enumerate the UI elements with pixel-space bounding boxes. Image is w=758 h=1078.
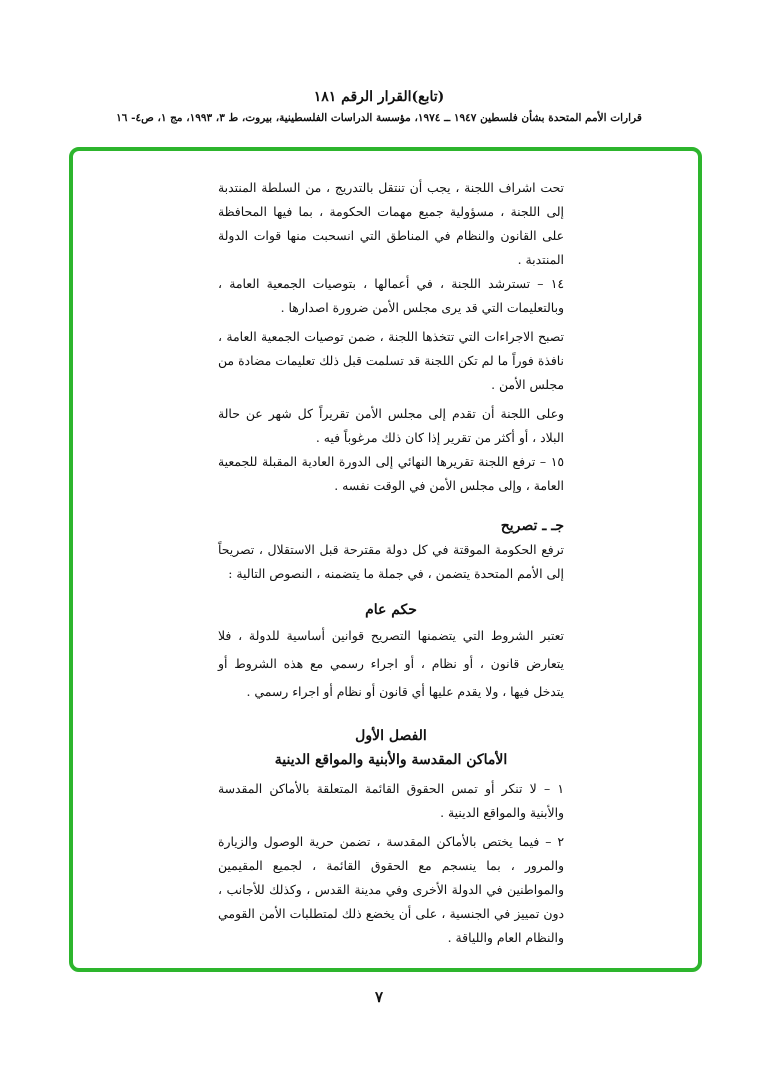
section-heading-declaration: جـ ـ تصريح <box>500 518 564 534</box>
paragraph: ترفع الحكومة الموقتة في كل دولة مقترحة قبل الاستقلال ، تصريحاً إلى الأمم المتحدة يتضمن ، في جملة ما يتضمنه ، النصوص التالية : <box>218 542 564 581</box>
paragraph: تحت اشراف اللجنة ، يجب أن تنتقل بالتدريج ، من السلطة المنتدبة إلى اللجنة ، مسؤولية جميع مهمات الحكومة ، بما فيها المحافظة على القانون والنظام في المناطق التي انسحبت منها قوات الدولة المنتدبة . <box>218 180 564 267</box>
paragraph: ١٥ – ترفع اللجنة تقريرها النهائي إلى الدورة العادية المقبلة للجمعية العامة ، وإلى مجلس الأمن في الوقت نفسه . <box>218 454 564 493</box>
section-heading-general: حكم عام <box>365 602 417 618</box>
document-body <box>218 176 564 950</box>
page-header-source: قرارات الأمم المتحدة بشأن فلسطين ١٩٤٧ ــ ١٩٧٤، مؤسسة الدراسات الفلسطينية، بيروت، ط ٣، ١٩٩٣، مج ١، ص٤- ١٦ <box>116 112 642 124</box>
chapter-heading: الفصل الأول <box>355 728 427 744</box>
page-header-title: (تابع)القرار الرقم ١٨١ <box>313 89 445 105</box>
paragraph: وعلى اللجنة أن تقدم إلى مجلس الأمن تقريراً كل شهر عن حالة البلاد ، أو أكثر من تقرير إذا كان ذلك مرغوباً فيه . <box>218 406 564 445</box>
paragraph: ١ – لا تنكر أو تمس الحقوق القائمة المتعلقة بالأماكن المقدسة والأبنية والمواقع الدينية . <box>218 781 564 820</box>
paragraph: ١٤ – تسترشد اللجنة ، في أعمالها ، بتوصيات الجمعية العامة ، وبالتعليمات التي قد يرى مجلس الأمن ضرورة اصدارها . <box>218 276 564 315</box>
page-number: ٧ <box>374 988 384 1006</box>
paragraph: تعتبر الشروط التي يتضمنها التصريح قوانين أساسية للدولة ، فلا يتعارض قانون ، أو نظام ، أو اجراء رسمي مع هذه الشروط أو يتدخل فيها ، ولا يقدم عليها أي قانون أو نظام أو اجراء رسمي . <box>218 628 564 699</box>
paragraph: ٢ – فيما يختص بالأماكن المقدسة ، تضمن حرية الوصول والزيارة والمرور ، بما ينسجم مع الحقوق القائمة ، لجميع المقيمين والمواطنين في الدولة الأخرى وفي مدينة القدس ، وكذلك للأجانب ، دون تمييز في الجنسية ، على أن يخضع ذلك لمتطلبات الأمن القومي والنظام العام واللياقة . <box>218 834 564 945</box>
paragraph: تصبح الاجراءات التي تتخذها اللجنة ، ضمن توصيات الجمعية العامة ، نافذة فوراً ما لم تكن اللجنة قد تسلمت قبل ذلك تعليمات مضادة من مجلس الأمن . <box>218 329 564 392</box>
chapter-subheading: الأماكن المقدسة والأبنية والمواقع الدينية <box>274 752 508 768</box>
